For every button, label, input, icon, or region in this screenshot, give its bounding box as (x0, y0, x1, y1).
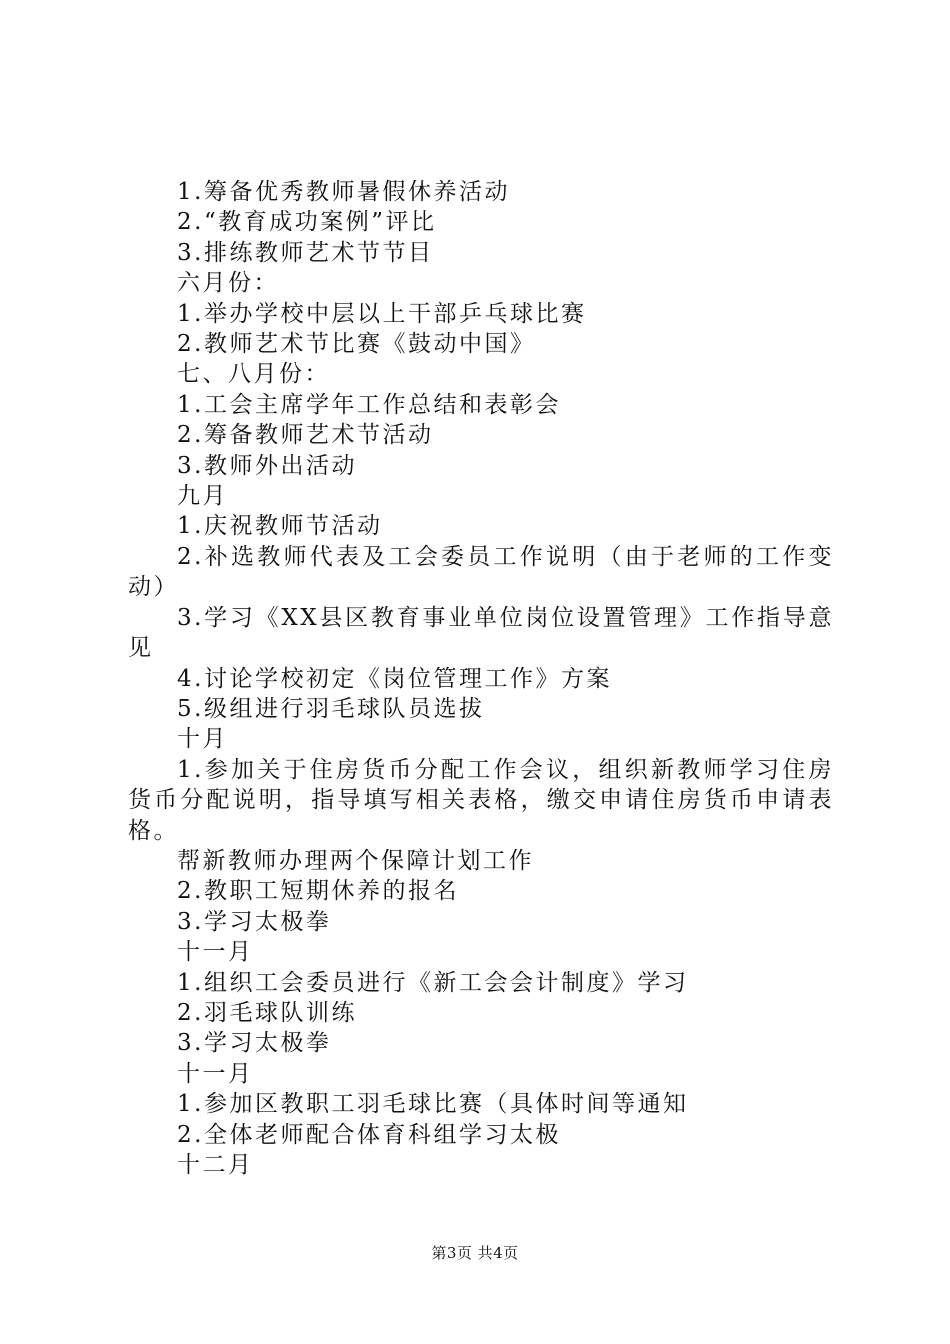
paragraph: 帮新教师办理两个保障计划工作 (177, 847, 534, 874)
paragraph: 1.举办学校中层以上干部乒乓球比赛 (177, 300, 587, 327)
section-heading: 十月 (177, 726, 228, 753)
paragraph: 3.学习太极拳 (177, 908, 332, 935)
paragraph: 1.庆祝教师节活动 (177, 513, 383, 540)
paragraph: 1.工会主席学年工作总结和表彰会 (177, 391, 561, 418)
paragraph: 3.教师外出活动 (177, 452, 357, 479)
section-heading: 十二月 (177, 1152, 254, 1178)
section-heading: 六月份： (177, 270, 279, 297)
paragraph: 1.组织工会委员进行《新工会会计制度》学习 (177, 969, 689, 996)
paragraph: 2.补选教师代表及工会委员工作说明（由于老师的工作变动） (128, 543, 834, 601)
paragraph: 3.学习《XX县区教育事业单位岗位设置管理》工作指导意见 (128, 604, 834, 662)
section-heading: 九月 (177, 483, 228, 510)
paragraph: 5.级组进行羽毛球队员选拔 (177, 695, 485, 722)
paragraph: 4.讨论学校初定《岗位管理工作》方案 (177, 665, 612, 692)
paragraph: 2.“教育成功案例”评比 (177, 209, 437, 236)
section-heading: 七、八月份： (177, 361, 330, 388)
paragraph: 2.全体老师配合体育科组学习太极 (177, 1121, 561, 1148)
paragraph: 1.参加关于住房货币分配工作会议，组织新教师学习住房货币分配说明，指导填写相关表格，缴交申请住房货币申请表格。 (128, 756, 834, 844)
page-footer: 第3页 共4页 (431, 1244, 519, 1262)
paragraph: 3.学习太极拳 (177, 1030, 332, 1057)
section-heading: 十一月 (177, 1060, 254, 1087)
section-heading: 十一月 (177, 939, 254, 966)
body-text (128, 177, 834, 1180)
paragraph: 2.教职工短期休养的报名 (177, 878, 459, 905)
paragraph: 1.筹备优秀教师暑假休养活动 (177, 179, 510, 205)
paragraph: 2.教师艺术节比赛《鼓动中国》 (177, 331, 536, 358)
paragraph: 1.参加区教职工羽毛球比赛（具体时间等通知 (177, 1091, 689, 1118)
paragraph: 2.筹备教师艺术节活动 (177, 422, 434, 449)
paragraph: 3.排练教师艺术节节目 (177, 239, 434, 266)
paragraph: 2.羽毛球队训练 (177, 999, 357, 1026)
